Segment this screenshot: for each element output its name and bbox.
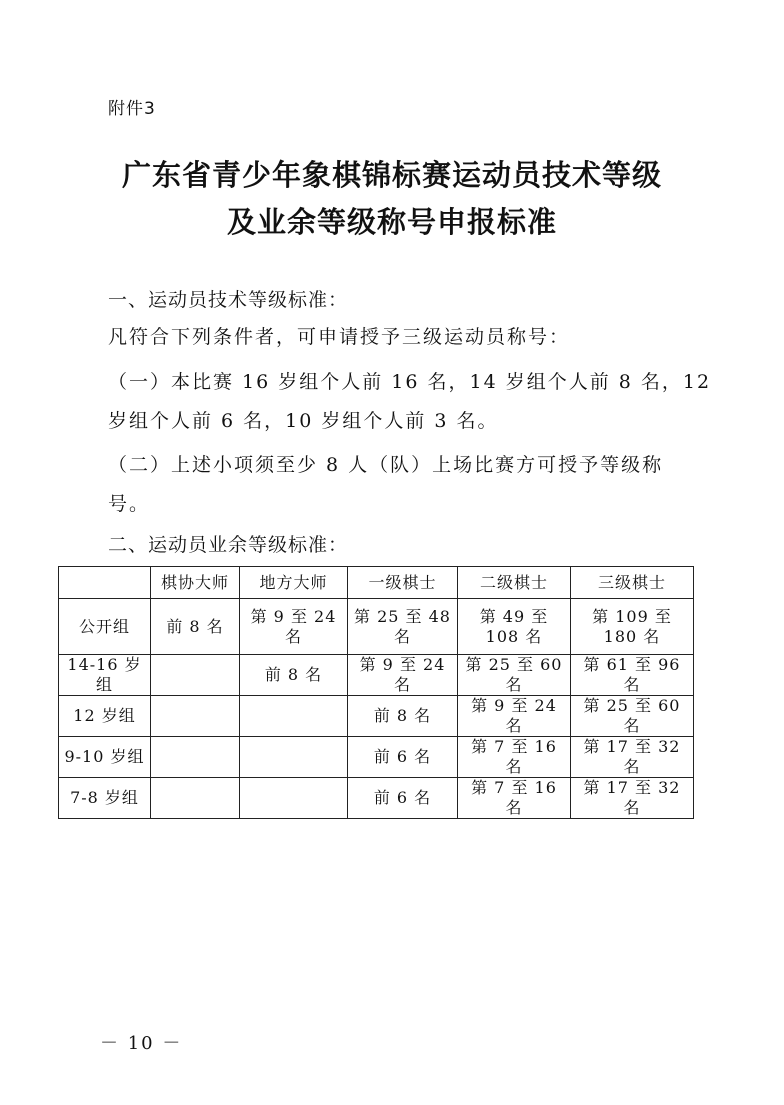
table-header-cell: 地方大师 [240, 567, 348, 599]
table-header-cell: 棋协大师 [151, 567, 240, 599]
section-1-paragraph: 号。 [108, 493, 151, 515]
table-row [59, 696, 694, 737]
section-1-paragraph: 凡符合下列条件者，可申请授予三级运动员称号： [108, 326, 571, 348]
table-cell: 前 6 名 [348, 737, 458, 778]
table-cell [151, 696, 240, 737]
table-cell: 第 9 至 24 名 [348, 655, 458, 696]
table-cell: 前 8 名 [151, 599, 240, 655]
document-title-line-1: 广东省青少年象棋锦标赛运动员技术等级 [121, 158, 662, 192]
table-cell: 前 8 名 [348, 696, 458, 737]
table-cell: 9-10 岁组 [59, 737, 151, 778]
section-1-heading: 一、运动员技术等级标准： [108, 289, 349, 311]
table-cell: 第 7 至 16 名 [458, 778, 571, 819]
table-cell [240, 696, 348, 737]
table-row [59, 778, 694, 819]
table-cell [151, 778, 240, 819]
table-cell: 第 49 至 108 名 [458, 599, 571, 655]
table-header-cell: 三级棋士 [571, 567, 694, 599]
table-cell: 12 岁组 [59, 696, 151, 737]
table-cell: 第 7 至 16 名 [458, 737, 571, 778]
table-cell: 第 61 至 96 名 [571, 655, 694, 696]
table-cell [240, 778, 348, 819]
table-cell: 第 9 至 24 名 [458, 696, 571, 737]
table-row [59, 737, 694, 778]
table-cell: 第 109 至 180 名 [571, 599, 694, 655]
table-cell: 前 8 名 [240, 655, 348, 696]
table-cell: 公开组 [59, 599, 151, 655]
table-header-row [59, 567, 694, 599]
table-cell: 第 9 至 24 名 [240, 599, 348, 655]
section-1-paragraph: （一）本比赛 16 岁组个人前 16 名，14 岁组个人前 8 名，12 [108, 371, 712, 393]
page-number: － 10 － [100, 1033, 183, 1054]
table-cell: 14-16 岁组 [59, 655, 151, 696]
table-cell: 7-8 岁组 [59, 778, 151, 819]
table-row [59, 599, 694, 655]
table-cell: 第 17 至 32 名 [571, 737, 694, 778]
table-cell [151, 737, 240, 778]
table-cell [151, 655, 240, 696]
attachment-label: 附件3 [108, 99, 156, 119]
section-1-paragraph: 岁组个人前 6 名，10 岁组个人前 3 名。 [108, 410, 499, 432]
table-cell: 第 25 至 48 名 [348, 599, 458, 655]
table-cell: 第 25 至 60 名 [571, 696, 694, 737]
table-header-cell [59, 567, 151, 599]
amateur-grade-table [58, 566, 694, 819]
section-1-paragraph: （二）上述小项须至少 8 人（队）上场比赛方可授予等级称 [108, 454, 664, 476]
table-cell: 第 25 至 60 名 [458, 655, 571, 696]
table-header-cell: 二级棋士 [458, 567, 571, 599]
table-header-cell: 一级棋士 [348, 567, 458, 599]
table-cell: 第 17 至 32 名 [571, 778, 694, 819]
table-row [59, 655, 694, 696]
table-cell: 前 6 名 [348, 778, 458, 819]
section-2-heading: 二、运动员业余等级标准： [108, 534, 349, 556]
table-cell [240, 737, 348, 778]
document-title-line-2: 及业余等级称号申报标准 [226, 205, 557, 239]
